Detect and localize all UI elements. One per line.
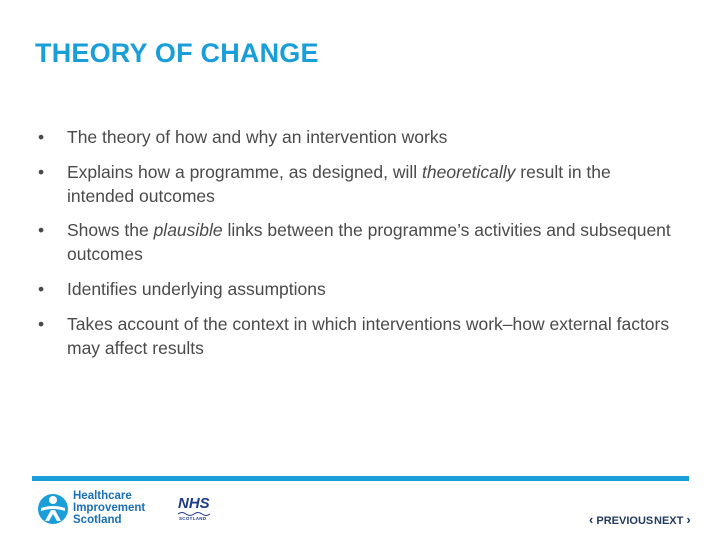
- bullet-marker: •: [38, 314, 45, 334]
- bullet-text: Takes account of the context in which interventions work–how external factors may affect results: [67, 314, 670, 358]
- previous-button[interactable]: [589, 512, 653, 527]
- bullet-marker: •: [38, 127, 45, 147]
- bullet-marker: •: [38, 162, 45, 182]
- bullet-text: Shows the plausible links between the programme’s activities and subsequent outcomes: [67, 220, 671, 264]
- nhs-wordmark: NHS: [178, 495, 210, 512]
- chevron-left-icon: ‹: [589, 512, 594, 527]
- next-button[interactable]: [654, 512, 691, 527]
- bullet-marker: •: [38, 220, 45, 240]
- bullet-text: Explains how a programme, as designed, will theoretically result in the intended outcomes: [67, 162, 611, 206]
- bullet-text: Identifies underlying assumptions: [67, 279, 326, 299]
- bullet-marker: •: [38, 279, 45, 299]
- bullet-item: [38, 312, 678, 360]
- next-label: NEXT: [654, 515, 684, 527]
- his-emblem-icon: [35, 491, 71, 527]
- previous-label: PREVIOUS: [596, 515, 654, 527]
- his-wordmark: Healthcare Improvement Scotland: [73, 490, 146, 526]
- emphasis-plausible: plausible: [153, 220, 223, 240]
- bullet-item: [38, 125, 678, 149]
- nhs-scotland-logo: [176, 496, 216, 526]
- bullet-item: [38, 160, 678, 208]
- footer-divider: [32, 476, 689, 481]
- bullet-item: [38, 277, 678, 301]
- bullet-text: The theory of how and why an intervention works: [67, 127, 448, 147]
- bullet-item: [38, 218, 678, 266]
- emphasis-theoretically: theoretically: [422, 162, 516, 182]
- slide-title: THEORY OF CHANGE: [35, 38, 319, 68]
- nhs-subtitle: SCOTLAND: [179, 516, 207, 521]
- healthcare-improvement-scotland-logo: [35, 490, 163, 528]
- chevron-right-icon: ›: [686, 512, 691, 527]
